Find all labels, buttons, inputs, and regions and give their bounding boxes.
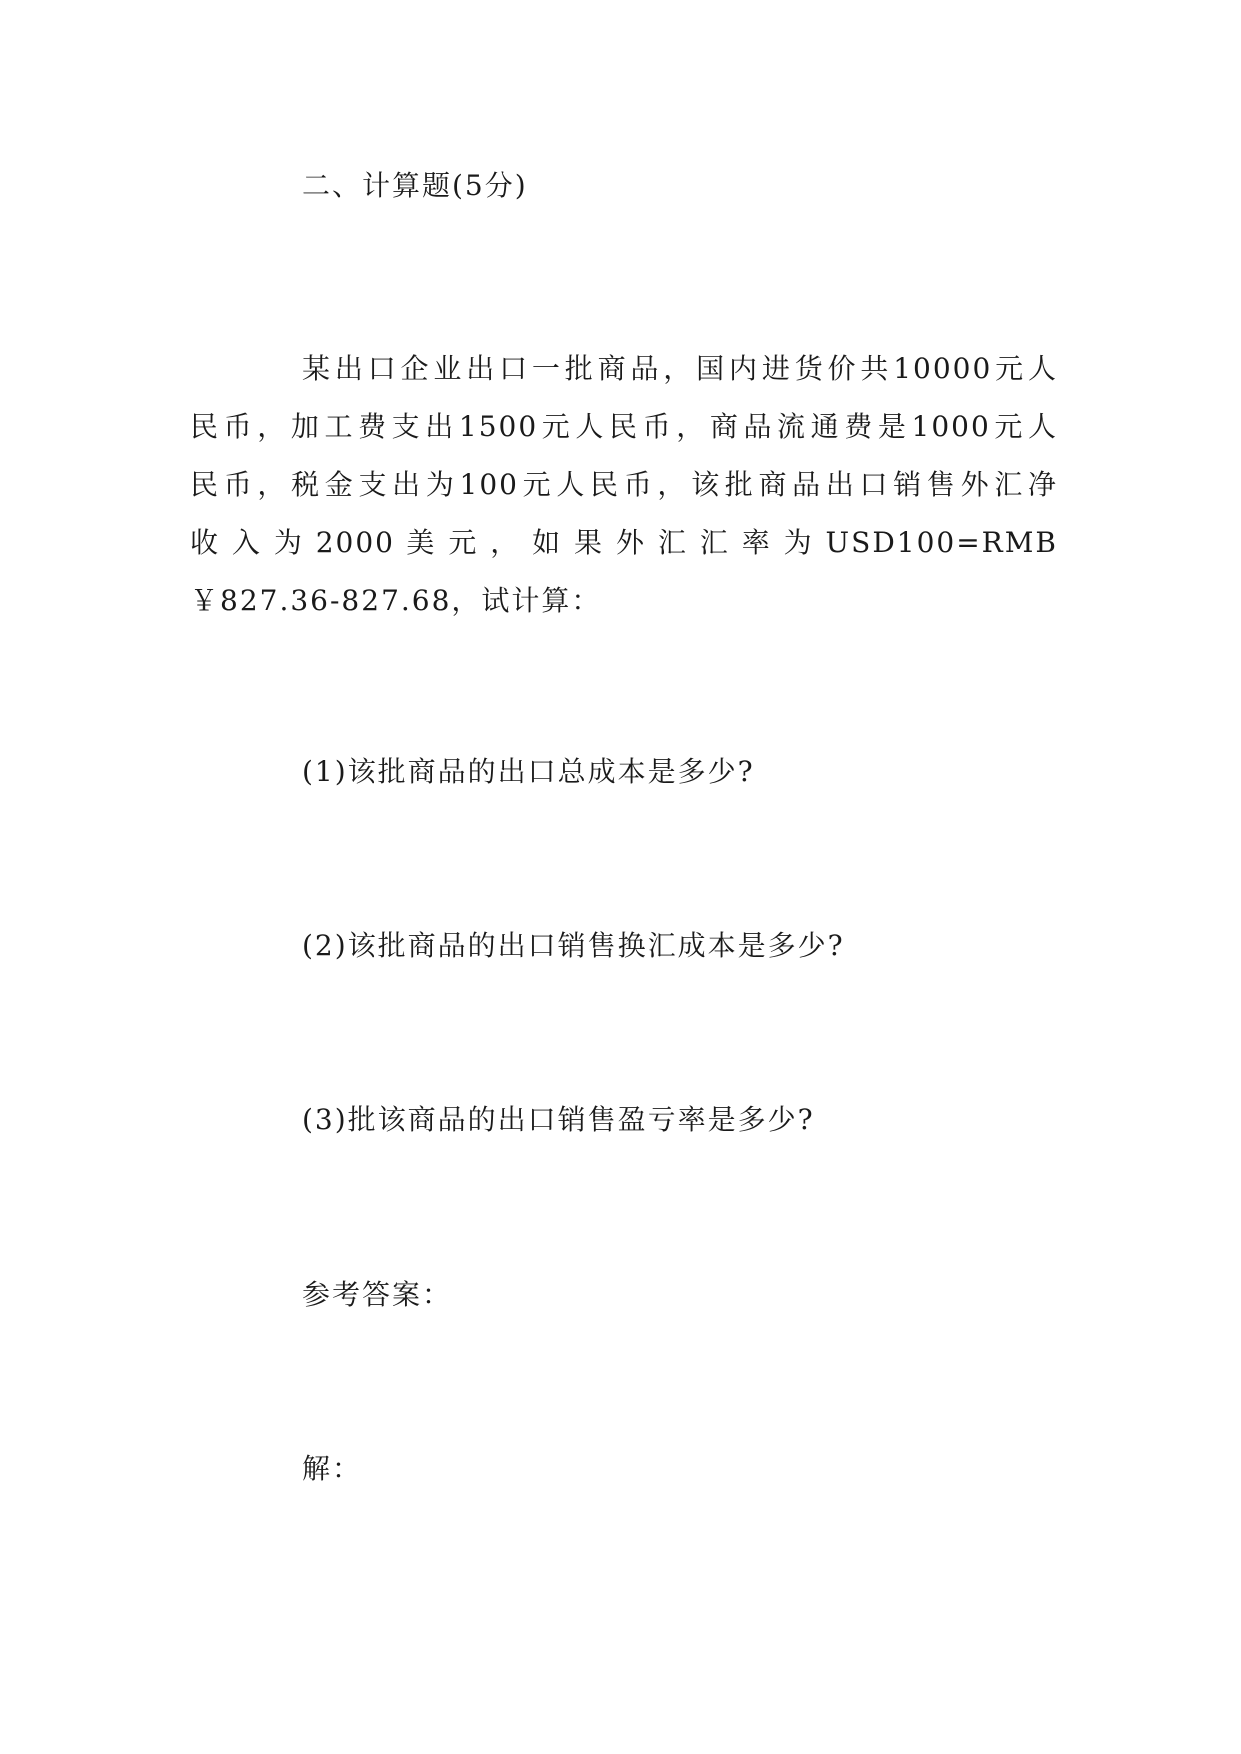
- problem-line: ￥827.36-827.68，试计算：: [190, 584, 602, 617]
- question-2: (2)该批商品的出口销售换汇成本是多少?: [302, 929, 845, 962]
- question-1: (1)该批商品的出口总成本是多少?: [302, 755, 755, 788]
- question-3: (3)批该商品的出口销售盈亏率是多少?: [302, 1103, 815, 1136]
- problem-line: 民币，加工费支出1500元人民币，商品流通费是1000元人: [190, 410, 1058, 443]
- answer-label: 参考答案：: [302, 1278, 453, 1311]
- problem-line: 民币，税金支出为100元人民币，该批商品出口销售外汇净: [190, 468, 1058, 501]
- section-title: 二、计算题(5分): [302, 169, 528, 202]
- problem-line: 收 入 为 2000 美 元 ， 如 果 外 汇 汇 率 为 USD100=RMB: [190, 526, 1058, 559]
- problem-statement: [190, 340, 1058, 630]
- solution-label: 解：: [302, 1452, 363, 1485]
- problem-line: 某出口企业出口一批商品，国内进货价共10000元人: [302, 352, 1058, 385]
